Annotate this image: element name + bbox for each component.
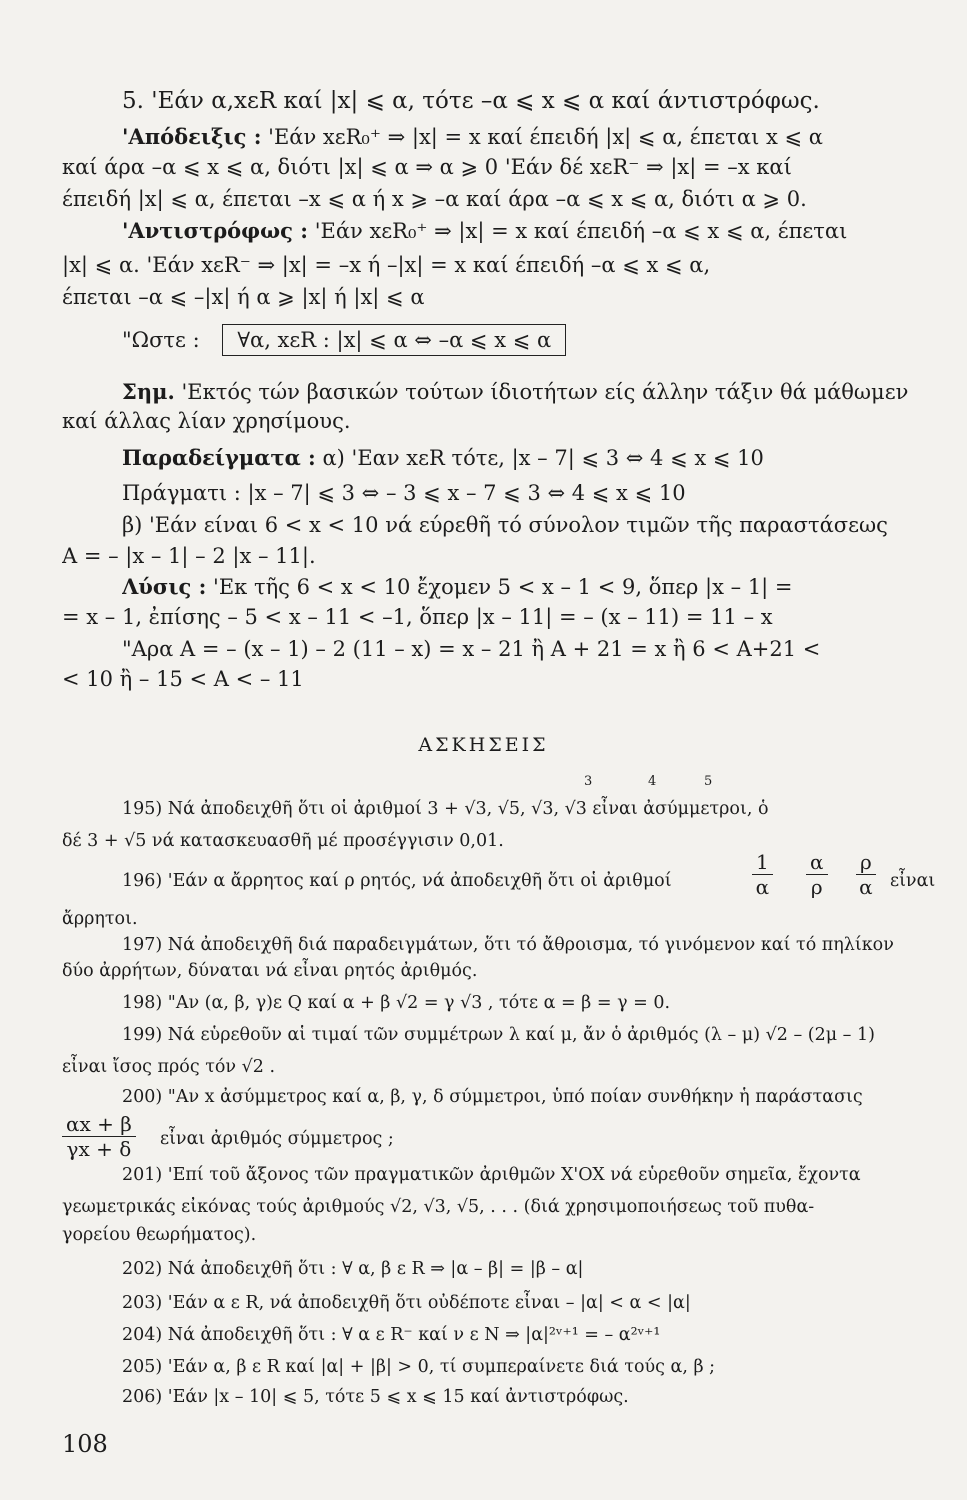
exercise-196-line-1: 196) 'Εάν α ἄρρητος καί ρ ρητός, νά ἀποδειχθῆ ὅτι οἱ ἀριθμοί — [122, 871, 672, 891]
proof-line-3: έπειδή |x| ⩽ α, έπεται –x ⩽ α ή x ⩾ –α καί άρα –α ⩽ x ⩽ α, διότι α ⩾ 0. — [62, 187, 807, 211]
examples-line-3: β) 'Εάν είναι 6 < x < 10 νά εύρεθῆ τό σύνολον τιμῶν τῆς παραστάσεως — [122, 513, 888, 537]
fraction-ax-plus-b: $\frac{\alpha x + \beta}{\gamma x + \delta}$ — [62, 1112, 136, 1161]
conclusion-box: ∀α, xεR : |x| ⩽ α ⇔ –α ⩽ x ⩽ α — [222, 324, 566, 356]
exercise-206: 206) 'Εάν |x – 10| ⩽ 5, τότε 5 ⩽ x ⩽ 15 καί ἀντιστρόφως. — [122, 1387, 629, 1407]
solution-text-1: 'Εκ τῆς 6 < x < 10 ἔχομεν 5 < x – 1 < 9, ὅπερ |x – 1| = — [213, 575, 793, 599]
exercise-196-tail: εἶναι — [890, 871, 936, 891]
examples-label: Παραδείγματα : — [122, 445, 316, 470]
converse-text-1: 'Εάν xεR₀⁺ ⇒ |x| = x καί έπειδή –α ⩽ x ⩽ α, έπεται — [314, 219, 848, 243]
root-index-4: 4 — [648, 774, 657, 789]
converse-line-2: |x| ⩽ α. 'Εάν xεR⁻ ⇒ |x| = –x ή –|x| = x καί έπειδή –α ⩽ x ⩽ α, — [62, 253, 711, 277]
fraction-rho-over-alpha: $\frac{\rho}{\alpha}$ — [856, 850, 876, 899]
conclusion-line — [122, 324, 967, 356]
proof-text-1: 'Εάν xεR₀⁺ ⇒ |x| = x καί έπειδή |x| ⩽ α, έπεται x ⩽ α — [268, 125, 823, 149]
note-line-1 — [122, 377, 967, 407]
solution-line-3: "Αρα A = – (x – 1) – 2 (11 – x) = x – 21 ἢ A + 21 = x ἢ 6 < A+21 < — [122, 637, 821, 661]
exercise-195-line-2: δέ 3 + √5 νά κατασκευασθῆ μέ προσέγγισιν 0,01. — [62, 831, 504, 851]
exercises-title: ΑΣΚΗΣΕΙΣ — [418, 734, 549, 756]
exercise-195-line-1: 195) Νά ἀποδειχθῆ ὅτι οἱ ἀριθμοί 3 + √3, √5, √3, √3 εἶναι ἀσύμμετροι, ὁ — [122, 799, 769, 819]
exercise-199-line-2: εἶναι ἴσος πρός τόν √2 . — [62, 1057, 276, 1077]
examples-text-1: α) 'Εαν xεR τότε, |x – 7| ⩽ 3 ⇔ 4 ⩽ x ⩽ 10 — [322, 446, 764, 470]
fraction-1-over-alpha: $\frac{1}{\alpha}$ — [752, 850, 773, 899]
exercise-199-line-1: 199) Νά εὑρεθοῦν αἱ τιμαί τῶν συμμέτρων λ καί μ, ἄν ὁ ἀριθμός (λ – μ) √2 – (2μ – 1) — [122, 1025, 875, 1045]
exercise-197-line-2: δύο ἀρρήτων, δύναται νά εἶναι ρητός ἀριθμός. — [62, 961, 478, 981]
examples-line-1 — [122, 443, 967, 473]
solution-line-1 — [122, 572, 967, 602]
page-number: 108 — [62, 1430, 108, 1458]
proof-label: 'Απόδειξις : — [122, 124, 262, 149]
note-label: Σημ. — [122, 379, 175, 404]
exercise-205: 205) 'Εάν α, β ε R καί |α| + |β| > 0, τί συμπεραίνετε διά τούς α, β ; — [122, 1357, 716, 1377]
conclusion-label: "Ωστε : — [122, 328, 200, 352]
exercise-201-line-3: γορείου θεωρήματος). — [62, 1225, 257, 1245]
examples-line-4: A = – |x – 1| – 2 |x – 11|. — [62, 544, 316, 568]
exercise-197-line-1: 197) Νά ἀποδειχθῆ διά παραδειγμάτων, ὅτι τό ἄθροισμα, τό γινόμενον καί τό πηλίκον — [122, 935, 894, 955]
solution-line-4: < 10 ἢ – 15 < A < – 11 — [62, 667, 304, 691]
root-index-5: 5 — [704, 774, 713, 789]
exercise-200-line-1: 200) "Αν x ἀσύμμετρος καί α, β, γ, δ σύμμετροι, ὑπό ποίαν συνθήκην ἡ παράστασις — [122, 1087, 863, 1107]
solution-label: Λύσις : — [122, 574, 207, 599]
exercise-201-line-2: γεωμετρικάς εἰκόνας τούς ἀριθμούς √2, √3, √5, . . . (διά χρησιμοποιήσεως τοῦ πυθα- — [62, 1197, 815, 1217]
proof-line-2: καί άρα –α ⩽ x ⩽ α, διότι |x| ⩽ α ⇒ α ⩾ 0 'Εάν δέ xεR⁻ ⇒ |x| = –x καί — [62, 155, 792, 179]
proof-line-1 — [122, 122, 967, 152]
note-line-2: καί άλλας λίαν χρησίμους. — [62, 409, 351, 433]
converse-line-1 — [122, 216, 967, 246]
converse-line-3: έπεται –α ⩽ –|x| ή α ⩾ |x| ή |x| ⩽ α — [62, 285, 425, 309]
solution-line-2: = x – 1, ἐπίσης – 5 < x – 11 < –1, ὅπερ |x – 11| = – (x – 11) = 11 – x — [62, 605, 773, 629]
exercise-201-line-1: 201) 'Επί τοῦ ἄξονος τῶν πραγματικῶν ἀριθμῶν X'OX νά εὑρεθοῦν σημεῖα, ἔχοντα — [122, 1165, 861, 1185]
exercise-198: 198) "Αν (α, β, γ)ε Q καί α + β √2 = γ √3 , τότε α = β = γ = 0. — [122, 993, 671, 1013]
exercise-203: 203) 'Εάν α ε R, νά ἀποδειχθῆ ὅτι οὐδέποτε εἶναι – |α| < α < |α| — [122, 1293, 691, 1313]
fraction-alpha-over-rho: $\frac{\alpha}{\rho}$ — [806, 850, 828, 899]
note-text-1: 'Εκτός τών βασικών τούτων ίδιοτήτων είς άλλην τάξιν θά μάθωμεν — [181, 380, 909, 404]
exercise-202: 202) Νά ἀποδειχθῆ ὅτι : ∀ α, β ε R ⇒ |α – β| = |β – α| — [122, 1259, 584, 1279]
examples-line-2: Πράγματι : |x – 7| ⩽ 3 ⇔ – 3 ⩽ x – 7 ⩽ 3 ⇔ 4 ⩽ x ⩽ 10 — [122, 481, 686, 505]
exercise-196-line-2: ἄρρητοι. — [62, 909, 138, 929]
root-index-3: 3 — [584, 774, 593, 789]
theorem-statement: 5. 'Εάν α,xεR καί |x| ⩽ α, τότε –α ⩽ x ⩽ α καί άντιστρόφως. — [122, 88, 820, 114]
exercise-200-tail: εἶναι ἀριθμός σύμμετρος ; — [160, 1129, 394, 1149]
exercise-204: 204) Νά ἀποδειχθῆ ὅτι : ∀ α ε R⁻ καί ν ε N ⇒ |α|²ᵛ⁺¹ = – α²ᵛ⁺¹ — [122, 1325, 661, 1345]
converse-label: 'Αντιστρόφως : — [122, 218, 309, 243]
